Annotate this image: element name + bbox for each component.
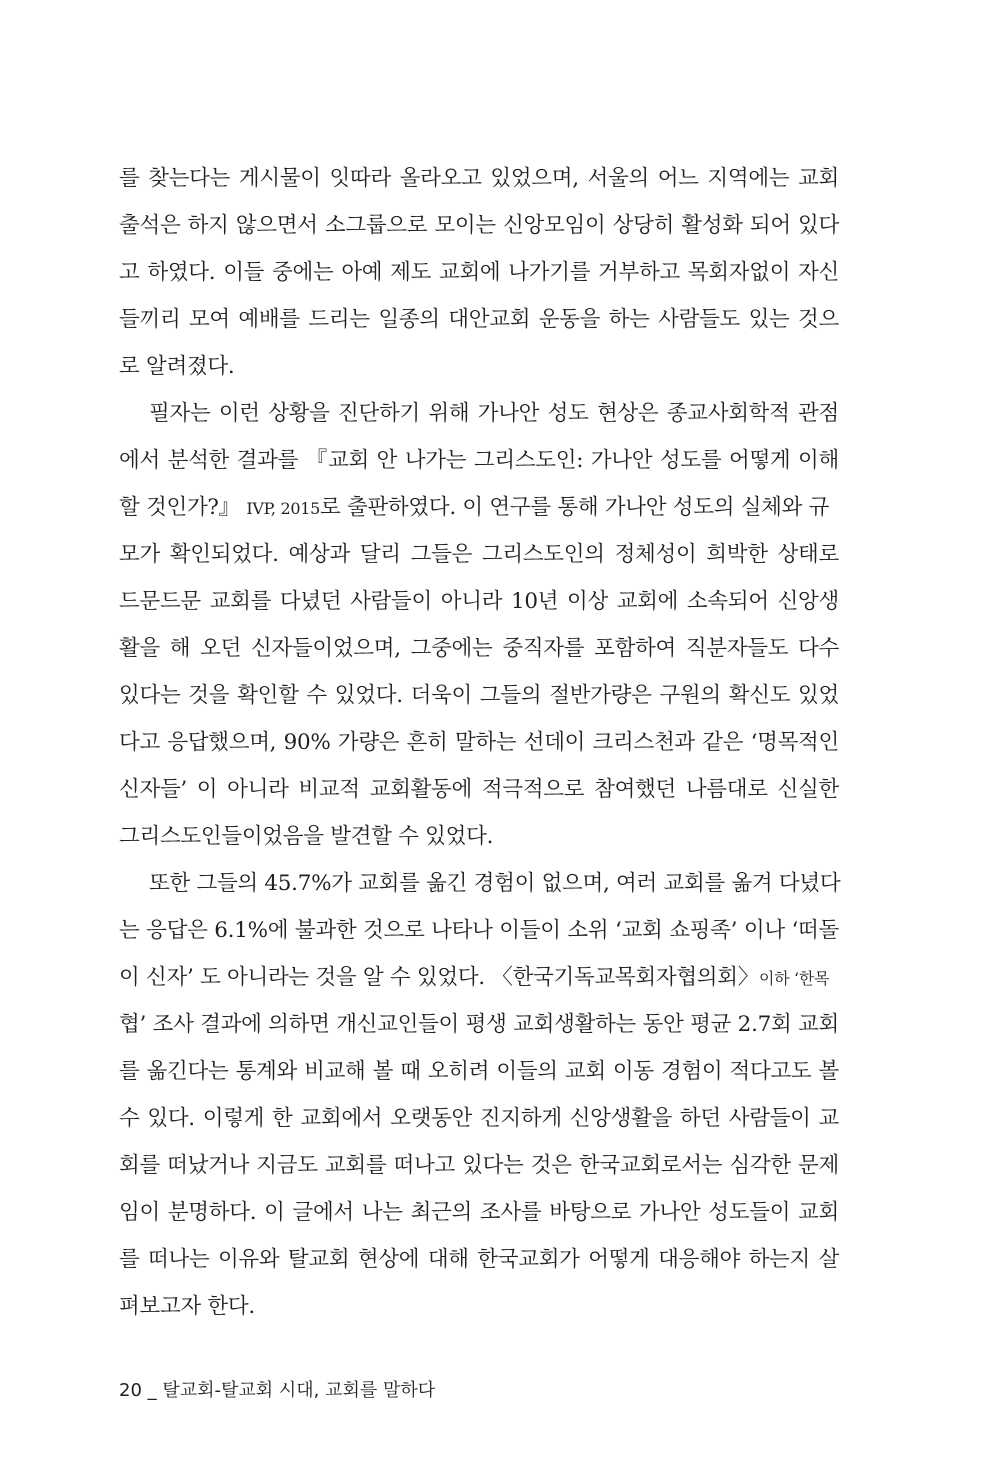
text-line: 펴보고자 한다. bbox=[119, 1294, 255, 1319]
text-line: 있다는 것을 확인할 수 있었다. 더욱이 그들의 절반가량은 구원의 확신도 있었 bbox=[119, 683, 839, 708]
text-line-with-note bbox=[119, 954, 839, 1001]
text-line: 수 있다. 이렇게 한 교회에서 오랫동안 진지하게 신앙생활을 하던 사람들이 교 bbox=[119, 1106, 839, 1131]
page-number: 20 bbox=[119, 1380, 142, 1401]
text-line: 에서 분석한 결과를 『교회 안 나가는 그리스도인: 가나안 성도를 어떻게 이해 bbox=[119, 448, 839, 473]
text-line: 를 찾는다는 게시물이 잇따라 올라오고 있었으며, 서울의 어느 지역에는 교회 bbox=[119, 166, 839, 191]
text-line: 고 하였다. 이들 중에는 아예 제도 교회에 나가기를 거부하고 목회자없이 자신 bbox=[119, 260, 839, 285]
text-segment: 로 출판하였다. 이 연구를 통해 가나안 성도의 실체와 규 bbox=[319, 495, 830, 520]
text-line-with-citation bbox=[119, 484, 839, 531]
text-line: 활을 해 오던 신자들이었으며, 그중에는 중직자를 포함하여 직분자들도 다수 bbox=[119, 636, 839, 661]
text-line: 협’ 조사 결과에 의하면 개신교인들이 평생 교회생활하는 동안 평균 2.7회 교회 bbox=[119, 1012, 839, 1037]
text-line: 회를 떠났거나 지금도 교회를 떠나고 있다는 것은 한국교회로서는 심각한 문제 bbox=[119, 1153, 839, 1178]
page-footer bbox=[119, 1379, 435, 1403]
text-line: 그리스도인들이었음을 발견할 수 있었다. bbox=[119, 824, 494, 849]
text-line: 또한 그들의 45.7%가 교회를 옮긴 경험이 없으며, 여러 교회를 옮겨 다녔다 bbox=[149, 871, 841, 896]
text-line: 모가 확인되었다. 예상과 달리 그들은 그리스도인의 정체성이 희박한 상태로 bbox=[119, 542, 839, 567]
text-segment: 이 신자’ 도 아니라는 것을 알 수 있었다. 〈한국기독교목회자협의회〉 bbox=[119, 965, 759, 990]
citation-publisher: IVP, 2015 bbox=[246, 499, 320, 518]
running-title: _ 탈교회-탈교회 시대, 교회를 말하다 bbox=[147, 1380, 436, 1401]
text-line: 를 옮긴다는 통계와 비교해 볼 때 오히려 이들의 교회 이동 경험이 적다고도 볼 bbox=[119, 1059, 839, 1084]
text-line: 필자는 이런 상황을 진단하기 위해 가나안 성도 현상은 종교사회학적 관점 bbox=[149, 401, 839, 426]
text-line: 임이 분명하다. 이 글에서 나는 최근의 조사를 바탕으로 가나안 성도들이 교회 bbox=[119, 1200, 839, 1225]
inline-note: 이하 ‘한목 bbox=[758, 969, 830, 988]
body-text bbox=[119, 155, 839, 1330]
text-line: 를 떠나는 이유와 탈교회 현상에 대해 한국교회가 어떻게 대응해야 하는지 살 bbox=[119, 1247, 839, 1272]
text-line: 출석은 하지 않으면서 소그룹으로 모이는 신앙모임이 상당히 활성화 되어 있다 bbox=[119, 213, 839, 238]
text-line: 드문드문 교회를 다녔던 사람들이 아니라 10년 이상 교회에 소속되어 신앙생 bbox=[119, 589, 839, 614]
text-line: 는 응답은 6.1%에 불과한 것으로 나타나 이들이 소위 ‘교회 쇼핑족’ 이나 ‘떠돌 bbox=[119, 918, 839, 943]
text-line: 신자들’ 이 아니라 비교적 교회활동에 적극적으로 참여했던 나름대로 신실한 bbox=[119, 777, 839, 802]
text-line: 들끼리 모여 예배를 드리는 일종의 대안교회 운동을 하는 사람들도 있는 것으 bbox=[119, 307, 839, 332]
text-line: 다고 응답했으며, 90% 가량은 흔히 말하는 선데이 크리스천과 같은 ‘명목적인 bbox=[119, 730, 839, 755]
text-line: 로 알려졌다. bbox=[119, 354, 235, 379]
text-segment: 할 것인가?』 bbox=[119, 495, 240, 520]
